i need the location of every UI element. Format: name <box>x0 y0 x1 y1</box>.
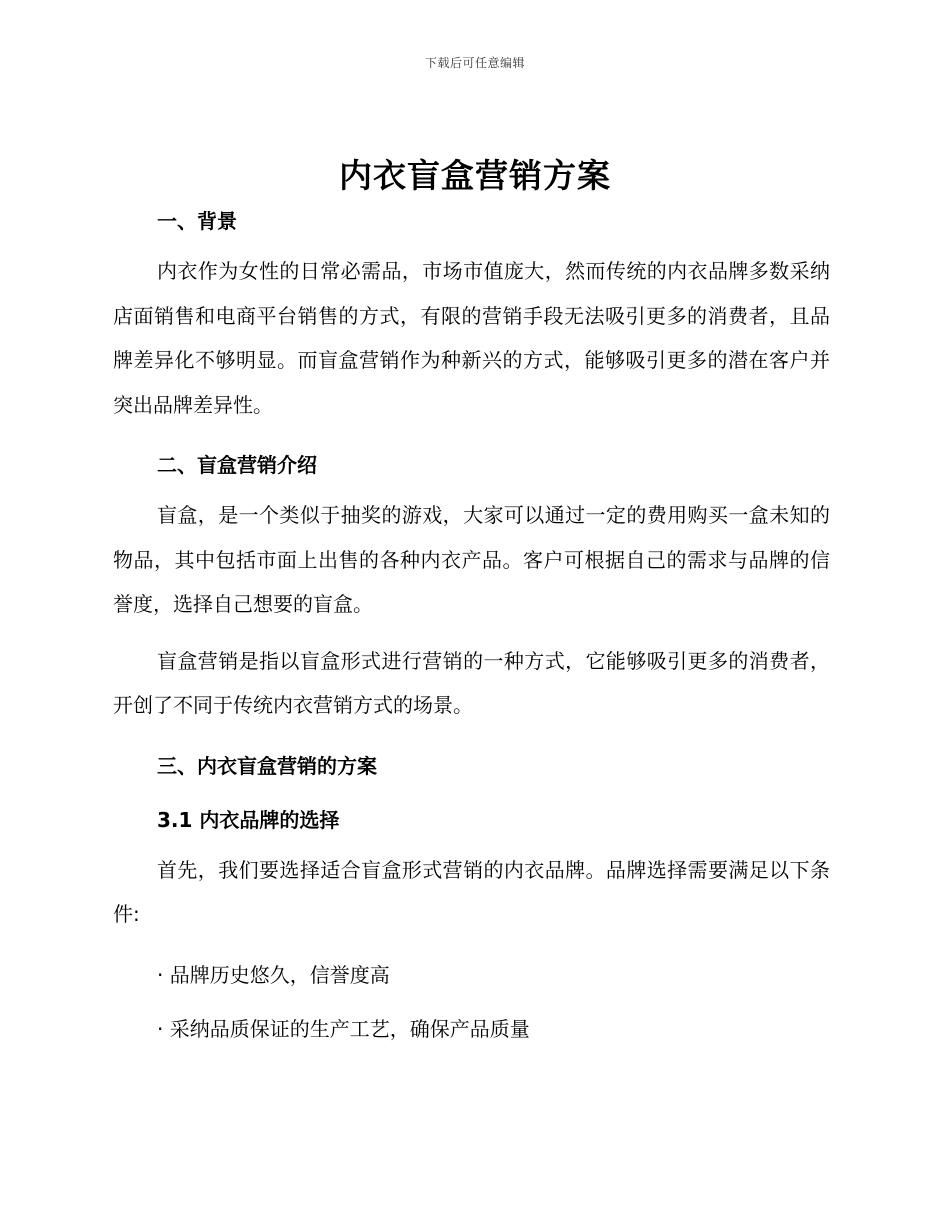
subsection-heading-brand: 3.1 内衣品牌的选择 <box>157 807 340 832</box>
paragraph-intro-2: 盲盒营销是指以盲盒形式进行营销的一种方式，它能够吸引更多的消费者，开创了不同于传统内衣营销方式的场景。 <box>113 648 830 717</box>
section-heading-background: 一、背景 <box>157 209 237 233</box>
bullet-item: · 采纳品质保证的生产工艺，确保产品质量 <box>157 1016 530 1041</box>
paragraph-intro-1: 盲盒，是一个类似于抽奖的游戏，大家可以通过一定的费用购买一盒未知的物品，其中包括市面上出售的各种内衣产品。客户可根据自己的需求与品牌的信誉度，选择自己想要的盲盒。 <box>113 503 830 616</box>
document-title: 内衣盲盒营销方案 <box>339 156 611 195</box>
header-note: 下载后可任意编辑 <box>424 56 525 70</box>
document-body <box>113 205 830 1045</box>
paragraph-background: 内衣作为女性的日常必需品，市场市值庞大，然而传统的内衣品牌多数采纳店面销售和电商平台销售的方式，有限的营销手段无法吸引更多的消费者，且品牌差异化不够明显。而盲盒营销作为种新兴的方式，能够吸引更多的潜在客户并突出品牌差异性。 <box>113 259 830 417</box>
section-heading-intro: 二、盲盒营销介绍 <box>157 453 317 477</box>
paragraph-brand: 首先，我们要选择适合盲盒形式营销的内衣品牌。品牌选择需要满足以下条件: <box>113 857 830 926</box>
section-heading-plan: 三、内衣盲盒营销的方案 <box>157 753 377 778</box>
bullet-item: · 品牌历史悠久，信誉度高 <box>157 962 390 987</box>
